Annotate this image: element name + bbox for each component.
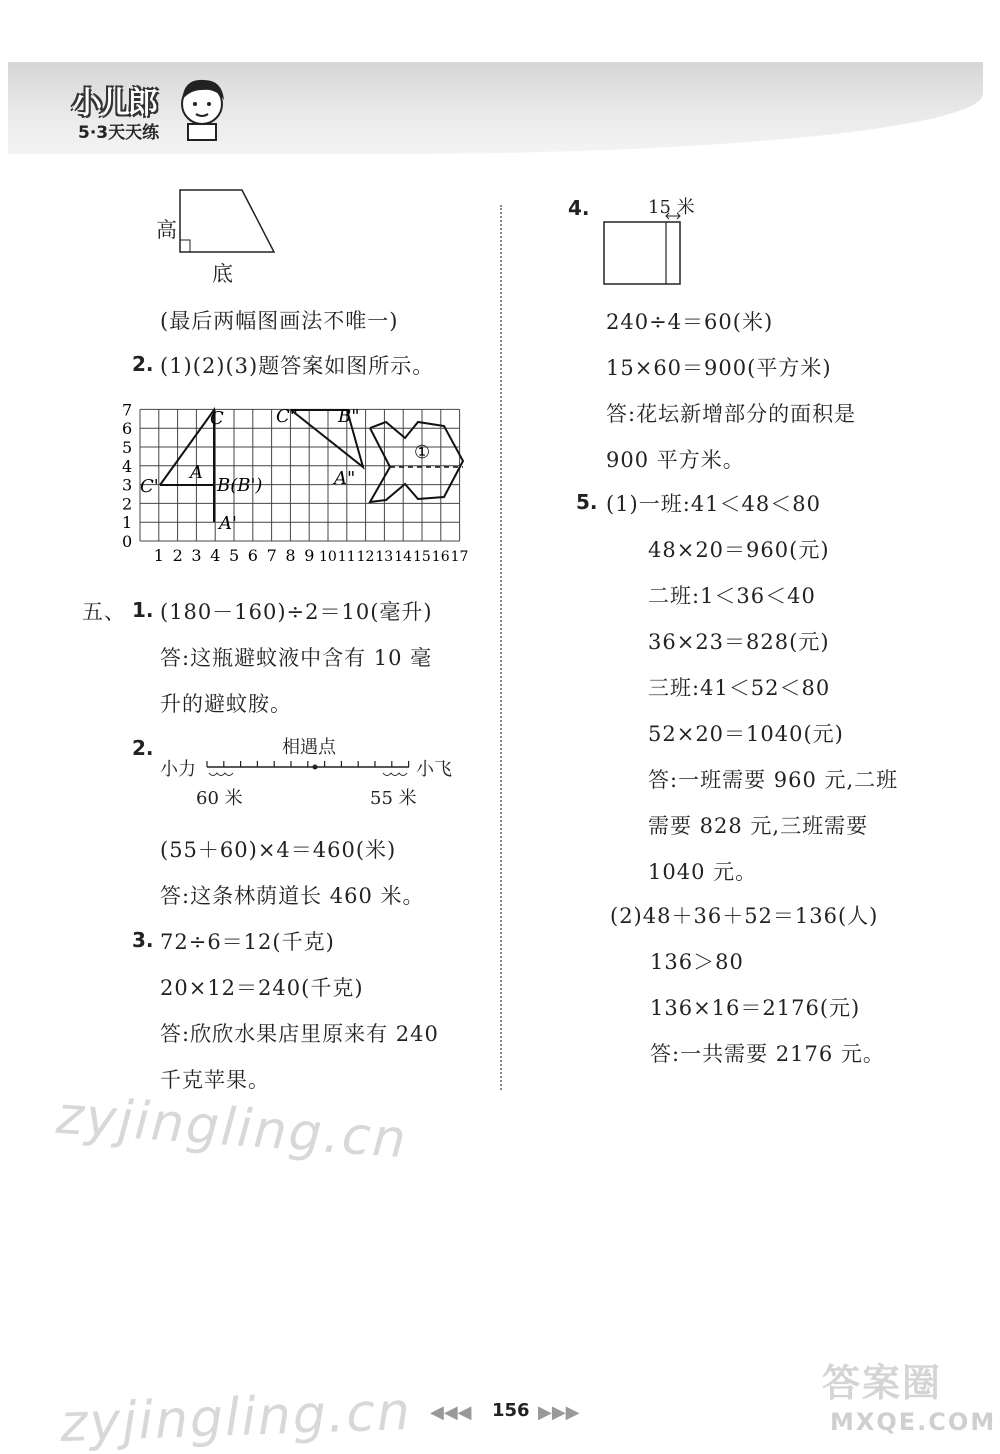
y-tick-label: 7 <box>122 400 133 420</box>
q5-1-number: 1. <box>132 598 154 622</box>
distance-55-label: 55 米 <box>370 788 417 809</box>
watermark-bottom: zyjingling.cn <box>59 1381 413 1454</box>
q5-3-line2: 20×12＝240(千克) <box>160 976 364 1000</box>
watermark-top: zyjingling.cn <box>54 1085 410 1171</box>
column-divider <box>500 205 502 1090</box>
trapezoid-base-label: 底 <box>212 262 234 286</box>
boy-mascot-icon <box>172 72 232 144</box>
watermark-site: MXQE.COM <box>830 1408 997 1436</box>
x-tick-label: 9 <box>304 546 315 565</box>
question-2-text: (1)(2)(3)题答案如图所示。 <box>160 354 435 378</box>
x-tick-label: 1 <box>153 546 164 565</box>
q5-2-number: 2. <box>132 736 154 760</box>
x-tick-label: 17 <box>450 549 469 565</box>
prev-arrows-icon: ◀◀◀ <box>430 1402 472 1423</box>
q5-line11: 136＞80 <box>650 950 744 974</box>
x-tick-label: 7 <box>266 546 277 565</box>
y-tick-label: 1 <box>122 513 133 533</box>
question-2-number: 2. <box>132 352 154 376</box>
y-tick-label: 3 <box>122 475 133 495</box>
y-tick-label: 5 <box>122 438 133 457</box>
label-a-double-prime: A" <box>334 468 356 489</box>
q5-line1: (1)一班:41＜48＜80 <box>606 492 821 516</box>
q5-line8: 需要 828 元,三班需要 <box>648 814 869 838</box>
label-c-double-prime: C" <box>276 406 299 427</box>
q5-line7: 答:一班需要 960 元,二班 <box>648 768 899 792</box>
q5-line2: 48×20＝960(元) <box>648 538 830 562</box>
q4-line2: 15×60＝900(平方米) <box>606 356 832 380</box>
q5-line3: 二班:1＜36＜40 <box>648 584 816 608</box>
label-b-double-prime: B" <box>338 406 360 427</box>
q5-line10: (2)48＋36＋52＝136(人) <box>610 904 879 928</box>
y-tick-label: 6 <box>122 419 133 439</box>
trapezoid-height-label: 高 <box>156 218 178 242</box>
x-tick-label: 11 <box>337 549 356 565</box>
q5-line13: 答:一共需要 2176 元。 <box>650 1042 885 1066</box>
x-tick-label: 16 <box>431 549 450 565</box>
watermark-answer-circle: 答案圈 <box>822 1361 943 1405</box>
meeting-line-diagram <box>205 755 415 785</box>
q4-line1: 240÷4＝60(米) <box>606 310 774 334</box>
x-tick-label: 15 <box>413 549 431 565</box>
x-tick-label: 5 <box>229 546 240 565</box>
q4-dimension-label: 15 米 <box>648 197 695 218</box>
x-tick-label: 2 <box>172 546 183 565</box>
y-tick-label: 0 <box>122 532 133 551</box>
label-c-prime: C' <box>140 476 159 497</box>
q5-3-line1: 72÷6＝12(千克) <box>160 930 335 954</box>
q5-1-line3: 升的避蚊胺。 <box>160 692 292 716</box>
q5-2-line2: 答:这条林荫道长 460 米。 <box>160 884 425 908</box>
q5-3-line3: 答:欣欣水果店里原来有 240 <box>160 1022 439 1046</box>
label-a-prime: A' <box>219 513 237 534</box>
q5-3-line4: 千克苹果。 <box>160 1068 270 1092</box>
question-4-number: 4. <box>568 196 590 220</box>
q5-3-number: 3. <box>132 928 154 952</box>
series-name: 5·3天天练 <box>78 123 160 143</box>
x-tick-label: 10 <box>319 549 337 565</box>
brand-logo: 小儿郎 <box>72 86 156 121</box>
x-tick-label: 6 <box>247 546 258 565</box>
xiaofei-label: 小飞 <box>416 759 452 780</box>
y-tick-label: 4 <box>122 456 133 476</box>
q5-1-line2: 答:这瓶避蚊液中含有 10 毫 <box>160 646 433 670</box>
drawing-note: (最后两幅图画法不唯一) <box>160 309 399 333</box>
q5-line5: 三班:41＜52＜80 <box>648 676 831 700</box>
x-tick-label: 3 <box>191 546 202 565</box>
x-tick-label: 12 <box>356 549 375 565</box>
x-tick-label: 8 <box>285 546 296 565</box>
page-number: 156 <box>492 1400 530 1421</box>
section-5-label: 五、 <box>82 600 126 624</box>
question-5-number: 5. <box>576 490 598 514</box>
q5-1-line1: (180－160)÷2＝10(毫升) <box>160 600 433 624</box>
flowerbed-figure <box>600 210 690 290</box>
label-c: C <box>210 408 224 429</box>
q5-2-line1: (55＋60)×4＝460(米) <box>160 838 397 862</box>
meeting-point-label: 相遇点 <box>282 737 336 758</box>
x-tick-label: 13 <box>375 549 394 565</box>
q5-line9: 1040 元。 <box>648 860 758 884</box>
distance-60-label: 60 米 <box>196 788 243 809</box>
q5-line4: 36×23＝828(元) <box>648 630 830 654</box>
y-tick-label: 2 <box>122 494 133 514</box>
x-tick-label: 14 <box>394 549 413 565</box>
next-arrows-icon: ▶▶▶ <box>538 1402 580 1423</box>
transformation-grid <box>118 392 478 572</box>
label-b: B(B') <box>217 475 263 496</box>
q4-line3: 答:花坛新增部分的面积是 <box>606 402 857 426</box>
x-tick-label: 4 <box>210 546 221 565</box>
q5-line12: 136×16＝2176(元) <box>650 996 861 1020</box>
label-circle-one: ① <box>414 442 431 463</box>
q4-line4: 900 平方米。 <box>606 448 745 472</box>
xiaoli-label: 小力 <box>160 759 196 780</box>
q5-line6: 52×20＝1040(元) <box>648 722 844 746</box>
label-a: A <box>190 462 203 483</box>
